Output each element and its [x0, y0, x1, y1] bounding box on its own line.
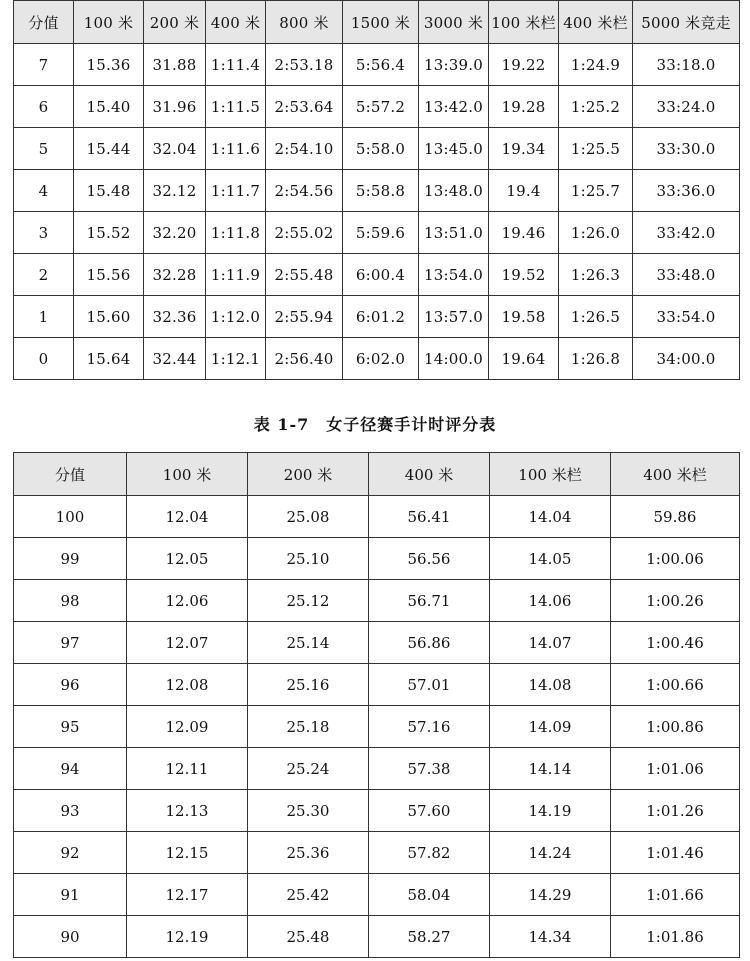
time-cell: 1:00.26	[611, 580, 740, 622]
table-row	[14, 874, 740, 916]
time-cell: 12.17	[127, 874, 248, 916]
time-cell: 12.05	[127, 538, 248, 580]
table-row	[14, 706, 740, 748]
time-cell: 15.64	[74, 338, 144, 380]
time-cell: 15.48	[74, 170, 144, 212]
time-cell: 1:12.0	[206, 296, 266, 338]
table-row	[14, 128, 740, 170]
time-cell: 32.04	[144, 128, 206, 170]
time-cell: 57.60	[369, 790, 490, 832]
time-cell: 1:00.86	[611, 706, 740, 748]
time-cell: 2:53.64	[266, 86, 343, 128]
table-row	[14, 538, 740, 580]
score-cell: 95	[14, 706, 127, 748]
time-cell: 1:24.9	[559, 44, 633, 86]
score-cell: 94	[14, 748, 127, 790]
time-cell: 15.52	[74, 212, 144, 254]
time-cell: 32.36	[144, 296, 206, 338]
time-cell: 5:58.8	[343, 170, 419, 212]
table-row	[14, 748, 740, 790]
time-cell: 1:26.5	[559, 296, 633, 338]
time-cell: 12.19	[127, 916, 248, 958]
time-cell: 25.30	[248, 790, 369, 832]
time-cell: 19.4	[489, 170, 559, 212]
time-cell: 1:00.46	[611, 622, 740, 664]
column-header: 100 米	[74, 1, 144, 44]
time-cell: 25.18	[248, 706, 369, 748]
time-cell: 1:11.6	[206, 128, 266, 170]
time-cell: 33:18.0	[633, 44, 740, 86]
table-header-row	[14, 453, 740, 496]
time-cell: 13:39.0	[419, 44, 489, 86]
time-cell: 57.01	[369, 664, 490, 706]
column-header: 200 米	[144, 1, 206, 44]
score-cell: 2	[14, 254, 74, 296]
time-cell: 14.07	[490, 622, 611, 664]
table-row	[14, 170, 740, 212]
table-row	[14, 44, 740, 86]
score-cell: 6	[14, 86, 74, 128]
time-cell: 14.06	[490, 580, 611, 622]
time-cell: 15.44	[74, 128, 144, 170]
score-cell: 97	[14, 622, 127, 664]
score-cell: 4	[14, 170, 74, 212]
time-cell: 13:54.0	[419, 254, 489, 296]
score-cell: 98	[14, 580, 127, 622]
time-cell: 1:00.06	[611, 538, 740, 580]
table-row	[14, 622, 740, 664]
time-cell: 19.22	[489, 44, 559, 86]
column-header: 400 米	[369, 453, 490, 496]
time-cell: 13:48.0	[419, 170, 489, 212]
score-cell: 96	[14, 664, 127, 706]
time-cell: 2:54.10	[266, 128, 343, 170]
time-cell: 19.46	[489, 212, 559, 254]
time-cell: 19.34	[489, 128, 559, 170]
table-header-row	[14, 1, 740, 44]
column-header: 200 米	[248, 453, 369, 496]
score-cell: 92	[14, 832, 127, 874]
time-cell: 2:55.48	[266, 254, 343, 296]
time-cell: 56.71	[369, 580, 490, 622]
time-cell: 13:42.0	[419, 86, 489, 128]
time-cell: 2:55.94	[266, 296, 343, 338]
time-cell: 25.48	[248, 916, 369, 958]
score-table-women-hand-timing	[13, 452, 740, 958]
column-header: 400 米	[206, 1, 266, 44]
time-cell: 5:56.4	[343, 44, 419, 86]
table-row	[14, 296, 740, 338]
table-row	[14, 254, 740, 296]
time-cell: 32.12	[144, 170, 206, 212]
time-cell: 12.07	[127, 622, 248, 664]
score-cell: 99	[14, 538, 127, 580]
time-cell: 1:11.5	[206, 86, 266, 128]
time-cell: 19.64	[489, 338, 559, 380]
column-header: 分值	[14, 453, 127, 496]
time-cell: 1:26.0	[559, 212, 633, 254]
score-cell: 1	[14, 296, 74, 338]
score-cell: 5	[14, 128, 74, 170]
column-header: 100 米栏	[490, 453, 611, 496]
table-row	[14, 86, 740, 128]
time-cell: 25.10	[248, 538, 369, 580]
column-header: 400 米栏	[611, 453, 740, 496]
table-row	[14, 496, 740, 538]
time-cell: 59.86	[611, 496, 740, 538]
time-cell: 1:25.5	[559, 128, 633, 170]
time-cell: 5:57.2	[343, 86, 419, 128]
table-row	[14, 916, 740, 958]
time-cell: 1:01.86	[611, 916, 740, 958]
time-cell: 2:56.40	[266, 338, 343, 380]
time-cell: 19.52	[489, 254, 559, 296]
time-cell: 6:01.2	[343, 296, 419, 338]
time-cell: 34:00.0	[633, 338, 740, 380]
time-cell: 12.11	[127, 748, 248, 790]
time-cell: 32.20	[144, 212, 206, 254]
time-cell: 56.56	[369, 538, 490, 580]
time-cell: 13:51.0	[419, 212, 489, 254]
table-row	[14, 212, 740, 254]
time-cell: 1:25.7	[559, 170, 633, 212]
time-cell: 25.12	[248, 580, 369, 622]
time-cell: 12.13	[127, 790, 248, 832]
time-cell: 14.05	[490, 538, 611, 580]
time-cell: 14.04	[490, 496, 611, 538]
time-cell: 1:26.3	[559, 254, 633, 296]
table-row	[14, 790, 740, 832]
score-cell: 91	[14, 874, 127, 916]
time-cell: 12.08	[127, 664, 248, 706]
column-header: 400 米栏	[559, 1, 633, 44]
time-cell: 1:01.46	[611, 832, 740, 874]
time-cell: 19.28	[489, 86, 559, 128]
time-cell: 15.60	[74, 296, 144, 338]
time-cell: 1:11.7	[206, 170, 266, 212]
time-cell: 25.42	[248, 874, 369, 916]
time-cell: 25.08	[248, 496, 369, 538]
time-cell: 57.16	[369, 706, 490, 748]
time-cell: 25.24	[248, 748, 369, 790]
time-cell: 14.24	[490, 832, 611, 874]
time-cell: 1:12.1	[206, 338, 266, 380]
time-cell: 12.15	[127, 832, 248, 874]
time-cell: 1:11.8	[206, 212, 266, 254]
time-cell: 33:30.0	[633, 128, 740, 170]
time-cell: 31.96	[144, 86, 206, 128]
time-cell: 14.29	[490, 874, 611, 916]
time-cell: 14.19	[490, 790, 611, 832]
time-cell: 14.14	[490, 748, 611, 790]
time-cell: 33:42.0	[633, 212, 740, 254]
score-cell: 7	[14, 44, 74, 86]
time-cell: 14.34	[490, 916, 611, 958]
time-cell: 58.04	[369, 874, 490, 916]
time-cell: 14.08	[490, 664, 611, 706]
time-cell: 14:00.0	[419, 338, 489, 380]
score-cell: 93	[14, 790, 127, 832]
time-cell: 56.86	[369, 622, 490, 664]
time-cell: 1:11.9	[206, 254, 266, 296]
time-cell: 13:45.0	[419, 128, 489, 170]
time-cell: 33:48.0	[633, 254, 740, 296]
score-cell: 0	[14, 338, 74, 380]
score-cell: 3	[14, 212, 74, 254]
time-cell: 19.58	[489, 296, 559, 338]
time-cell: 1:11.4	[206, 44, 266, 86]
time-cell: 1:01.66	[611, 874, 740, 916]
table-row	[14, 832, 740, 874]
time-cell: 15.36	[74, 44, 144, 86]
time-cell: 58.27	[369, 916, 490, 958]
column-header: 分值	[14, 1, 74, 44]
score-table-upper	[13, 0, 740, 380]
time-cell: 25.16	[248, 664, 369, 706]
time-cell: 6:00.4	[343, 254, 419, 296]
time-cell: 2:53.18	[266, 44, 343, 86]
time-cell: 57.38	[369, 748, 490, 790]
score-cell: 90	[14, 916, 127, 958]
time-cell: 12.04	[127, 496, 248, 538]
column-header: 3000 米	[419, 1, 489, 44]
column-header: 800 米	[266, 1, 343, 44]
time-cell: 33:36.0	[633, 170, 740, 212]
time-cell: 5:59.6	[343, 212, 419, 254]
time-cell: 2:55.02	[266, 212, 343, 254]
time-cell: 1:26.8	[559, 338, 633, 380]
time-cell: 14.09	[490, 706, 611, 748]
time-cell: 1:00.66	[611, 664, 740, 706]
time-cell: 6:02.0	[343, 338, 419, 380]
column-header: 5000 米竞走	[633, 1, 740, 44]
time-cell: 1:01.06	[611, 748, 740, 790]
time-cell: 32.28	[144, 254, 206, 296]
table-row	[14, 580, 740, 622]
time-cell: 25.14	[248, 622, 369, 664]
time-cell: 1:25.2	[559, 86, 633, 128]
time-cell: 13:57.0	[419, 296, 489, 338]
time-cell: 2:54.56	[266, 170, 343, 212]
time-cell: 32.44	[144, 338, 206, 380]
time-cell: 25.36	[248, 832, 369, 874]
time-cell: 57.82	[369, 832, 490, 874]
score-cell: 100	[14, 496, 127, 538]
time-cell: 5:58.0	[343, 128, 419, 170]
table-row	[14, 664, 740, 706]
time-cell: 31.88	[144, 44, 206, 86]
time-cell: 12.06	[127, 580, 248, 622]
time-cell: 12.09	[127, 706, 248, 748]
time-cell: 15.56	[74, 254, 144, 296]
time-cell: 1:01.26	[611, 790, 740, 832]
column-header: 100 米	[127, 453, 248, 496]
time-cell: 56.41	[369, 496, 490, 538]
column-header: 100 米栏	[489, 1, 559, 44]
time-cell: 15.40	[74, 86, 144, 128]
time-cell: 33:24.0	[633, 86, 740, 128]
column-header: 1500 米	[343, 1, 419, 44]
time-cell: 33:54.0	[633, 296, 740, 338]
table-row	[14, 338, 740, 380]
table-caption: 表 1-7 女子径赛手计时评分表	[253, 415, 497, 434]
